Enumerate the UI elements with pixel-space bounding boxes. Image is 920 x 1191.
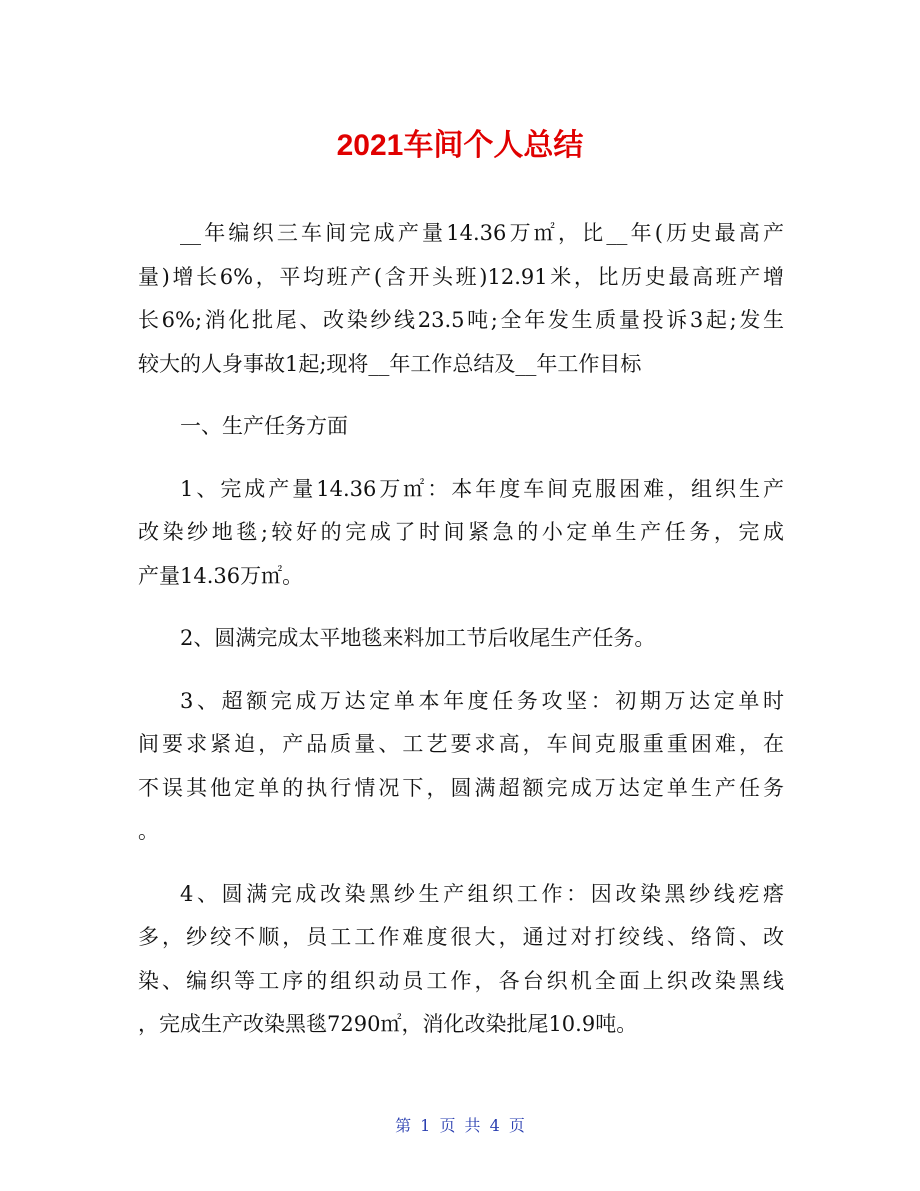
- text-line: __年编织三车间完成产量14.36万㎡，比__年(历史最高产: [180, 221, 784, 245]
- text-line: 1、完成产量14.36万㎡：本年度车间克服困难，组织生产: [180, 476, 784, 501]
- text-line: 3、超额完成万达定单本年度任务攻坚：初期万达定单时: [180, 688, 784, 713]
- text-line: 较大的人身事故1起;现将__年工作总结及__年工作目标: [138, 351, 642, 376]
- text-line: 不误其他定单的执行情况下，圆满超额完成万达定单生产任务: [138, 775, 784, 800]
- document-body: [138, 212, 784, 1066]
- paragraph: [138, 468, 784, 599]
- text-line: 改染纱地毯;较好的完成了时间紧急的小定单生产任务，完成: [138, 520, 784, 544]
- text-line: 产量14.36万㎡。: [138, 563, 304, 588]
- text-line: 4、圆满完成改染黑纱生产组织工作：因改染黑纱线疙瘩: [180, 881, 784, 906]
- paragraph: [138, 617, 784, 661]
- text-line: ，完成生产改染黑毯7290㎡，消化改染批尾10.9吨。: [138, 1012, 638, 1036]
- page-number: 第 1 页 共 4 页: [395, 1116, 525, 1135]
- text-line: 2、圆满完成太平地毯来料加工节后收尾生产任务。: [180, 626, 656, 650]
- text-line: 量)增长6%，平均班产(含开头班)12.91米，比历史最高班产增: [138, 264, 784, 289]
- text-line: 长6%;消化批尾、改染纱线23.5吨;全年发生质量投诉3起;发生: [138, 308, 784, 332]
- paragraph: [138, 680, 784, 854]
- text-line: 一、生产任务方面: [180, 414, 348, 438]
- text-line: 。: [138, 819, 159, 843]
- paragraph: [138, 212, 784, 386]
- paragraph: [138, 405, 784, 449]
- text-line: 染、编织等工序的组织动员工作，各台织机全面上织改染黑线: [138, 968, 784, 993]
- document-title: 2021车间个人总结: [336, 129, 584, 162]
- text-line: 多，纱绞不顺，员工工作难度很大，通过对打绞线、络筒、改: [138, 925, 784, 949]
- paragraph: [138, 873, 784, 1047]
- text-line: 间要求紧迫，产品质量、工艺要求高，车间克服重重困难，在: [138, 732, 784, 756]
